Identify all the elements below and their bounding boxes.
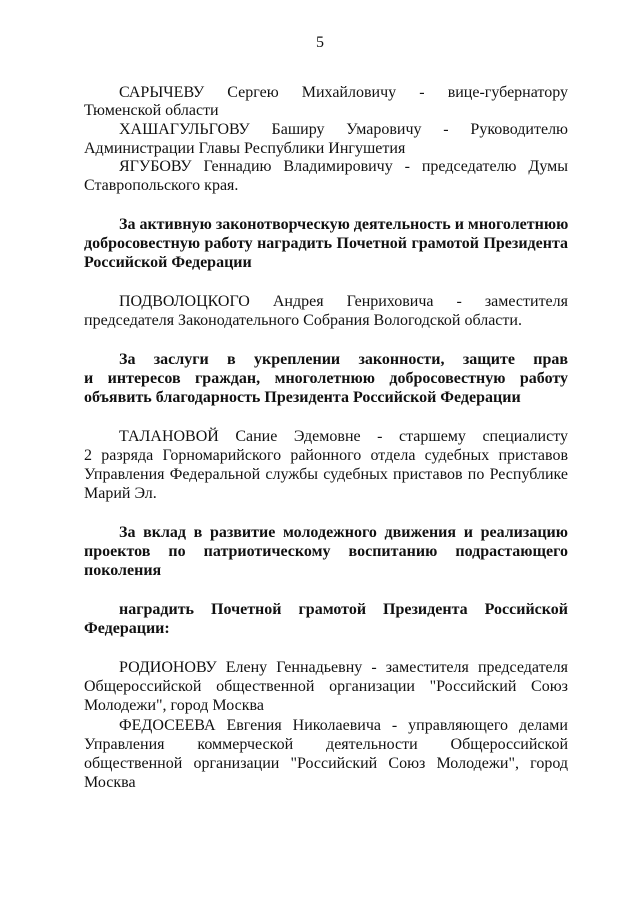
heading-line: За активную законотворческую деятельность и многолетнюю — [119, 216, 569, 233]
heading-line: поколения — [84, 562, 162, 579]
text-line: общественной организации "Российский Союз Молодежи", город — [84, 755, 568, 772]
text-line: 2 разряда Горномарийского районного отдела судебных приставов — [84, 447, 568, 464]
text-line: Администрации Главы Республики Ингушетия — [84, 140, 406, 157]
text-line: Марий Эл. — [84, 485, 157, 502]
text-line: Ставропольского края. — [84, 177, 239, 194]
heading-line: За вклад в развитие молодежного движения и реализацию — [119, 524, 568, 541]
text-line: Управления Федеральной службы судебных приставов по Республике — [84, 466, 568, 483]
heading-line: За заслуги в укреплении законности, защите прав — [119, 351, 568, 368]
text-line: ФЕДОСЕЕВА Евгения Николаевича - управляющего делами — [119, 717, 568, 734]
heading-line: добросовестную работу наградить Почетной грамотой Президента — [84, 235, 568, 252]
text-line: Молодежи", город Москва — [84, 697, 264, 714]
text-line: Москва — [84, 774, 136, 791]
text-line: ТАЛАНОВОЙ Сание Эдемовне - старшему специалисту — [119, 428, 568, 445]
heading-line: объявить благодарность Президента Российской Федерации — [84, 389, 521, 406]
text-line: РОДИОНОВУ Елену Геннадьевну - заместителя председателя — [119, 659, 568, 676]
heading-line: Федерации: — [84, 620, 170, 637]
text-line: председателя Законодательного Собрания Вологодской области. — [84, 312, 522, 329]
text-line: ЯГУБОВУ Геннадию Владимировичу - председателю Думы — [119, 158, 568, 175]
heading-line: наградить Почетной грамотой Президента Российской — [119, 601, 568, 618]
text-line: ХАШАГУЛЬГОВУ Баширу Умаровичу - Руководителю — [119, 121, 568, 138]
page-number: 5 — [316, 34, 324, 51]
text-line: ПОДВОЛОЦКОГО Андрея Генриховича - заместителя — [119, 293, 568, 310]
text-line: САРЫЧЕВУ Сергею Михайловичу - вице-губернатору — [119, 84, 568, 101]
text-line: Общероссийской общественной организации "Российский Союз — [84, 678, 568, 695]
heading-line: проектов по патриотическому воспитанию подрастающего — [84, 543, 568, 560]
text-line: Тюменской области — [84, 102, 219, 119]
heading-line: Российской Федерации — [84, 254, 252, 271]
text-line: Управления коммерческой деятельности Общероссийской — [84, 736, 568, 753]
heading-line: и интересов граждан, многолетнюю добросовестную работу — [84, 370, 568, 387]
